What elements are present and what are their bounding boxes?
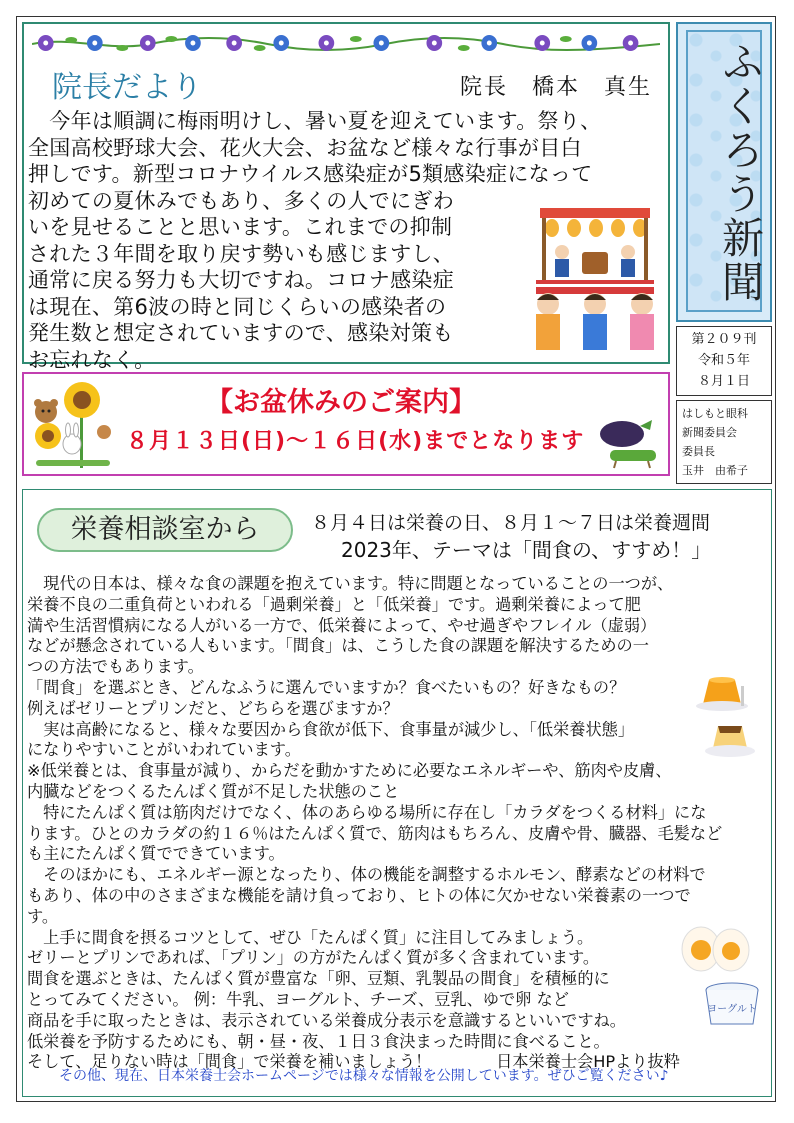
editor-info <box>676 400 772 484</box>
body-line: 「間食」を選ぶとき、どんなふうに選んでいますか？食べたいもの？好きなもの？ <box>27 677 626 697</box>
body-line: された３年間を取り戻す勢いも感じますし、 <box>28 241 454 266</box>
director-title: 院長だより <box>52 70 202 105</box>
body-line: 満や生活習慣病になる人がいる一方で、低栄養によって、やせ過ぎやフレイル（虚弱） <box>27 615 657 635</box>
body-line: ゼリーとプリンであれば、「プリン」の方がたんぱく質が多く含まれています。 <box>27 948 600 968</box>
body-line: になりやすいことがいわれています。 <box>27 740 301 760</box>
director-name: 院長 橋本 真生 <box>460 75 653 100</box>
body-line: 今年は順調に梅雨明けし、暑い夏を迎えています。祭り、 <box>28 109 602 133</box>
nutrition-headline: ８月４日は栄養の日、８月１～７日は栄養週間 <box>311 512 711 534</box>
body-line: 上手に間食を摂るコツとして、ぜひ「たんぱく質」に注目してみましょう。 <box>27 927 594 947</box>
editor-role: 委員長 <box>682 445 715 458</box>
festival-illustration <box>522 200 668 360</box>
body-line: 現代の日本は、様々な食の課題を抱えています。特に問題となっていることの一つが、 <box>27 574 674 593</box>
nutrition-body <box>27 574 771 1073</box>
obon-title: 【お盆休みのご案内】 <box>206 387 476 418</box>
newsletter-title-panel <box>676 22 772 322</box>
body-line: も主にたんぱく質でできています。 <box>27 844 285 864</box>
sunflower-animals-illustration <box>30 378 116 472</box>
body-line: などが懸念されている人もいます。「間食」は、こうした食の課題を解決するための一 <box>27 636 649 656</box>
body-line: 全国高校野球大会、花火大会、お盆など様々な行事が目白 <box>28 135 582 160</box>
obon-notice <box>22 372 670 476</box>
body-line: 低栄養を予防するためにも、朝・昼・夜、１日３食決まった時間に食べること。 <box>27 1031 610 1051</box>
nutrition-title: 栄養相談室から <box>37 508 293 552</box>
body-line: は現在、第6波の時と同じくらいの感染者の <box>28 294 447 319</box>
nutrition-theme: 2023年、テーマは「間食の、すすめ！」 <box>341 538 712 562</box>
body-line: お忘れなく。 <box>28 347 156 372</box>
clinic-name: はしもと眼科 <box>682 407 748 420</box>
yogurt-label: ヨーグルト <box>707 1004 757 1015</box>
body-line: 通常に戻る努力も大切ですね。コロナ感染症 <box>28 268 454 292</box>
body-line: そして、足りない時は「間食」で栄養を補いましょう！ 日本栄養士会HPより抜粋 <box>27 1052 680 1072</box>
body-line: 初めての夏休みでもあり、多くの人でにぎわ <box>28 188 454 213</box>
body-line: 内臓などをつくるたんぱく質が不足した状態のこと <box>27 781 400 801</box>
body-line: ります。ひとのカラダの約１６％はたんぱく質で、筋肉はもちろん、皮膚や骨、臓器、毛髪など <box>27 823 723 843</box>
director-section <box>22 22 670 372</box>
body-line: 発生数と想定されていますので、感染対策も <box>28 321 454 345</box>
issue-info <box>676 326 772 396</box>
body-line: ※低栄養とは、食事量が減り、からだを動かすために必要なエネルギーや、筋肉や皮膚、 <box>27 761 672 781</box>
issue-date: ８月１日 <box>697 374 750 389</box>
body-line: そのほかにも、エネルギー源となったり、体の機能を調整するホルモン、酵素などの材料で <box>27 865 706 885</box>
body-line: 特にたんぱく質は筋肉だけでなく、体のあらゆる場所に存在し「カラダをつくる材料」にな <box>27 802 707 822</box>
body-line: つの方法でもあります。 <box>27 657 204 677</box>
body-line: 押しです。新型コロナウイルス感染症が5類感染症になって <box>28 162 593 186</box>
body-line: 実は高齢になると、様々な要因から食欲が低下、食事量が減少し、「低栄養状態」 <box>27 719 635 739</box>
pudding-jelly-illustration <box>695 674 755 712</box>
body-line: 栄養不良の二重負荷といわれる「過剰栄養」と「低栄養」です。過剰栄養によって肥 <box>27 594 641 614</box>
newsletter-title: ふくろう新聞 <box>716 40 765 304</box>
body-line: とってみてください。 例：牛乳、ヨーグルト、チーズ、豆乳、ゆで卵 など <box>27 989 569 1009</box>
yogurt-illustration <box>703 980 761 1030</box>
boiled-egg-illustration <box>679 924 755 974</box>
issue-era-year: 令和５年 <box>697 353 750 368</box>
nutrition-footer: その他、現在、日本栄養士会ホームページでは様々な情報を公開しています。ぜひご覧ください♪ <box>59 1068 669 1084</box>
body-line: す。 <box>27 906 59 926</box>
body-line: 例えばゼリーとプリンだと、どちらを選びますか？ <box>27 698 399 718</box>
morning-glory-vine <box>32 30 660 56</box>
committee-name: 新聞委員会 <box>682 426 737 439</box>
body-line: いを見せることと思います。これまでの抑制 <box>28 215 453 239</box>
obon-dates: ８月１３日(日)～１６日(水)までとなります <box>126 429 585 454</box>
editor-name: 玉井 由希子 <box>682 464 748 477</box>
nutrition-section <box>22 489 772 1097</box>
body-line: もあり、体の中のさまざまな機能を請け負っており、ヒトの体に欠かせない栄養素の一つで <box>27 885 691 905</box>
eggplant-cucumber-illustration <box>596 414 664 470</box>
body-line: 商品を手に取ったときは、表示されている栄養成分表示を意識するといいですね。 <box>27 1010 626 1030</box>
issue-number: 第２０９刊 <box>691 332 757 347</box>
body-line: 間食を選ぶときは、たんぱく質が豊富な「卵、豆類、乳製品の間食」を積極的に <box>27 969 610 989</box>
pudding-illustration <box>703 718 757 760</box>
